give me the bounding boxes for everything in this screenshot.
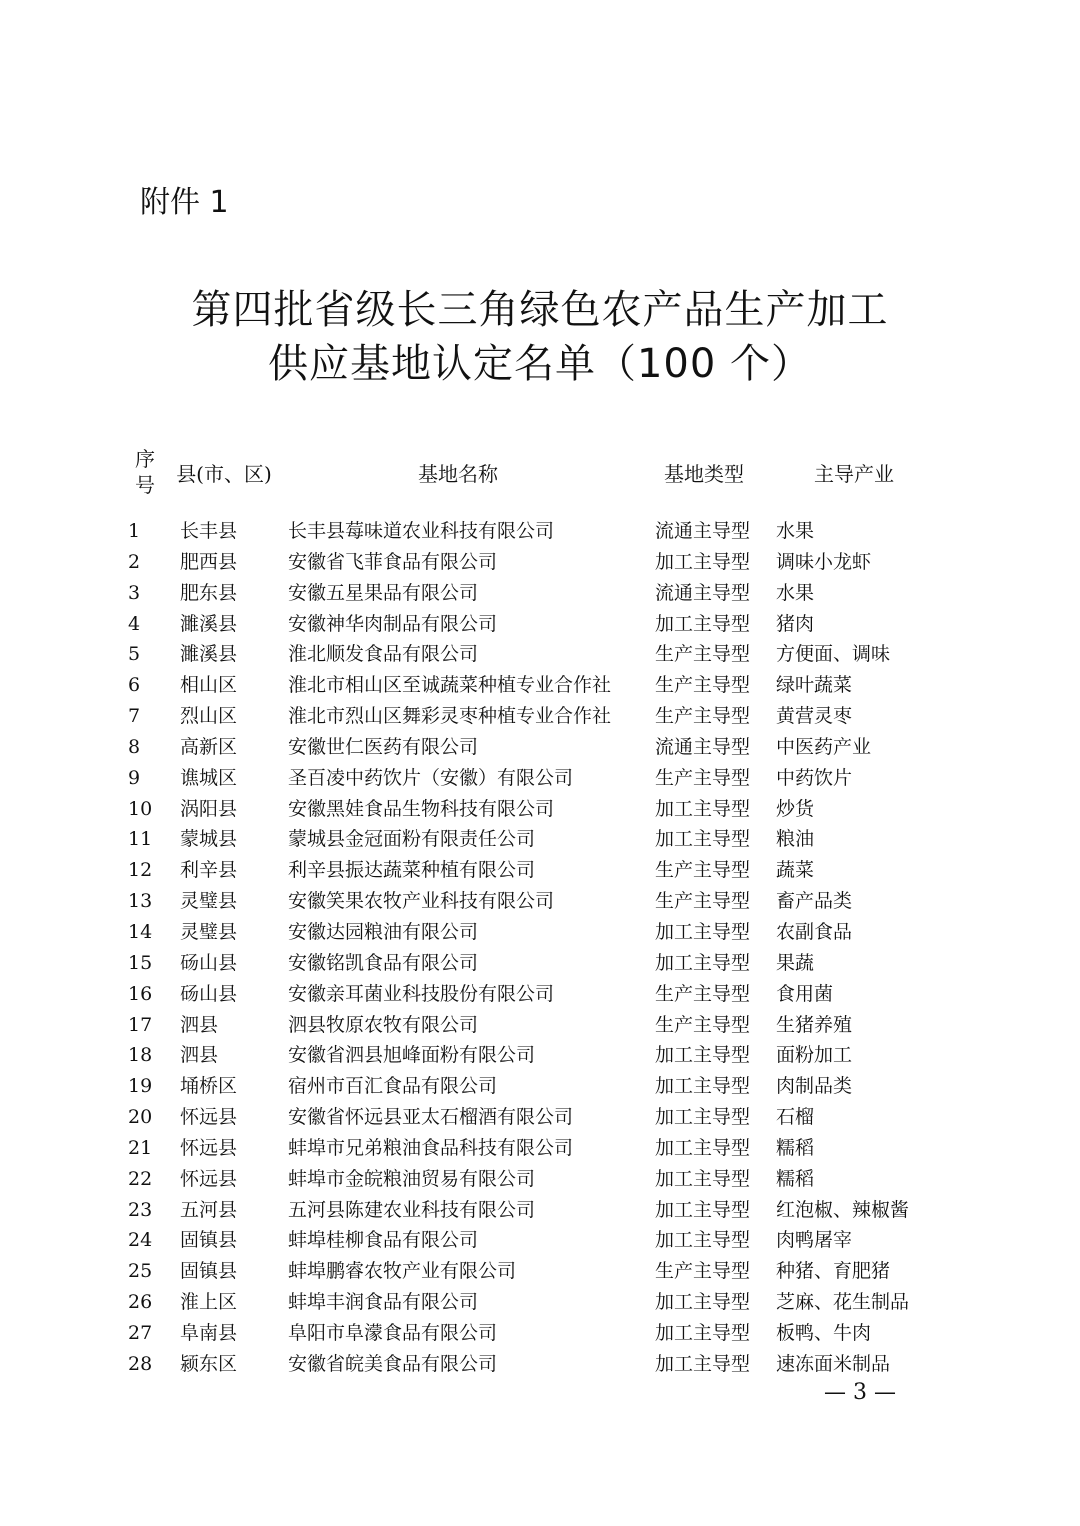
row-industry: 食用菌 [776,982,834,1005]
row-seq: 27 [128,1321,153,1344]
row-base-type: 加工主导型 [655,550,751,573]
row-county: 濉溪县 [180,612,238,635]
row-base-type: 生产主导型 [655,705,751,728]
row-industry: 中医药产业 [776,735,872,758]
row-industry: 方便面、调味 [776,643,891,666]
row-seq: 5 [128,643,141,666]
row-industry: 水果 [776,520,815,542]
row-industry: 速冻面米制品 [776,1352,891,1375]
row-base-type: 生产主导型 [655,766,751,789]
row-base-type: 加工主导型 [655,1198,751,1221]
row-base-type: 加工主导型 [655,951,751,974]
row-base-name: 淮北顺发食品有限公司 [288,643,479,666]
table-row [118,1318,948,1349]
table-row [118,1349,948,1380]
table-row [118,1010,948,1041]
table-row [118,1287,948,1318]
row-seq: 15 [128,951,153,974]
row-county: 埇桥区 [180,1075,238,1098]
row-base-type: 加工主导型 [655,1291,751,1314]
row-seq: 8 [128,735,141,758]
table-row [118,670,948,701]
row-base-name: 安徽五星果品有限公司 [288,581,479,604]
row-industry: 畜产品类 [776,890,853,913]
row-industry: 黄营灵枣 [776,705,853,728]
row-seq: 19 [128,1075,153,1098]
row-base-name: 安徽笑果农牧产业科技有限公司 [288,890,555,913]
row-base-name: 安徽黑娃食品生物科技有限公司 [288,797,555,820]
row-industry: 果蔬 [776,951,815,974]
row-base-type: 加工主导型 [655,1352,751,1375]
row-base-name: 泗县牧原农牧有限公司 [288,1013,479,1036]
row-seq: 26 [128,1291,153,1314]
row-county: 固镇县 [180,1229,238,1252]
row-seq: 14 [128,920,153,943]
row-base-type: 生产主导型 [655,982,751,1005]
row-county: 淮上区 [180,1291,238,1314]
row-county: 涡阳县 [180,797,238,820]
row-county: 泗县 [180,1044,219,1067]
row-county: 濉溪县 [180,643,238,666]
table-body [118,516,948,1380]
row-seq: 20 [128,1106,153,1129]
table-row [118,1040,948,1071]
row-base-type: 加工主导型 [655,1167,751,1190]
table-row [118,917,948,948]
page-number: — 3 — [824,1380,896,1405]
row-base-name: 蚌埠丰润食品有限公司 [288,1291,479,1314]
table-row [118,763,948,794]
row-base-name: 圣百凌中药饮片（安徽）有限公司 [288,766,574,789]
row-industry: 板鸭、牛肉 [776,1321,872,1344]
row-base-name: 安徽省怀远县亚太石榴酒有限公司 [288,1106,574,1129]
row-industry: 中药饮片 [776,766,853,789]
table-row [118,639,948,670]
row-county: 固镇县 [180,1260,238,1283]
table-row [118,1102,948,1133]
row-county: 砀山县 [180,951,238,974]
row-industry: 调味小龙虾 [776,550,872,573]
row-base-type: 生产主导型 [655,674,751,697]
row-industry: 糯稻 [776,1167,815,1190]
row-base-name: 蚌埠鹏睿农牧产业有限公司 [288,1260,517,1283]
row-seq: 1 [128,520,141,542]
row-industry: 绿叶蔬菜 [776,674,853,697]
row-seq: 25 [128,1260,153,1283]
row-base-name: 安徽省泗县旭峰面粉有限公司 [288,1044,536,1067]
header-county: 县(市、区) [176,461,272,486]
row-base-type: 流通主导型 [655,581,751,604]
row-seq: 11 [128,828,153,851]
table-row [118,1133,948,1164]
row-county: 灵璧县 [180,920,238,943]
document-title-line-2: 供应基地认定名单（100 个） [267,341,813,387]
table-row [118,1071,948,1102]
row-county: 相山区 [180,674,238,697]
row-industry: 肉鸭屠宰 [776,1229,853,1252]
table-row [118,732,948,763]
row-base-type: 生产主导型 [655,1013,751,1036]
row-base-type: 加工主导型 [655,920,751,943]
row-base-type: 生产主导型 [655,643,751,666]
row-base-name: 蚌埠市金皖粮油贸易有限公司 [288,1167,536,1190]
row-seq: 10 [128,797,153,820]
table-row [118,979,948,1010]
row-seq: 6 [128,674,141,697]
row-base-name: 淮北市相山区至诚蔬菜种植专业合作社 [288,674,612,697]
row-base-name: 长丰县莓味道农业科技有限公司 [288,520,555,542]
row-county: 利辛县 [180,859,238,882]
row-seq: 23 [128,1198,153,1221]
row-industry: 肉制品类 [776,1075,853,1098]
row-county: 砀山县 [180,982,238,1005]
base-list-table [118,442,948,1375]
row-base-name: 安徽铭凯食品有限公司 [288,951,479,974]
row-base-name: 蚌埠桂柳食品有限公司 [288,1229,479,1252]
row-seq: 22 [128,1167,153,1190]
row-county: 阜南县 [180,1321,238,1344]
row-base-type: 加工主导型 [655,1106,751,1129]
row-base-name: 宿州市百汇食品有限公司 [288,1075,498,1098]
row-industry: 炒货 [776,797,815,820]
header-base-type: 基地类型 [664,461,744,486]
row-county: 长丰县 [180,520,238,542]
row-base-type: 加工主导型 [655,1229,751,1252]
row-base-type: 加工主导型 [655,1321,751,1344]
table-row [118,824,948,855]
row-seq: 4 [128,612,141,635]
table-row [118,1256,948,1287]
row-county: 烈山区 [180,705,238,728]
row-seq: 21 [128,1136,153,1159]
table-row [118,547,948,578]
row-base-type: 流通主导型 [655,520,751,542]
row-industry: 种猪、育肥猪 [776,1260,891,1283]
table-row [118,516,948,547]
row-base-type: 加工主导型 [655,1044,751,1067]
row-seq: 9 [128,766,141,789]
row-base-type: 加工主导型 [655,1136,751,1159]
row-county: 谯城区 [180,766,238,789]
table-row [118,948,948,979]
row-base-name: 蒙城县金冠面粉有限责任公司 [288,828,536,851]
row-base-type: 生产主导型 [655,1260,751,1283]
table-row [118,609,948,640]
table-row [118,1195,948,1226]
row-county: 肥西县 [180,550,238,573]
row-base-type: 加工主导型 [655,1075,751,1098]
row-base-name: 五河县陈建农业科技有限公司 [288,1198,536,1221]
header-seq-bottom: 号 [135,473,155,497]
table-row [118,855,948,886]
row-industry: 粮油 [776,828,815,851]
row-seq: 16 [128,982,153,1005]
row-industry: 猪肉 [776,612,815,635]
row-base-type: 生产主导型 [655,890,751,913]
row-county: 高新区 [180,735,238,758]
row-base-type: 加工主导型 [655,828,751,851]
row-base-name: 阜阳市阜濛食品有限公司 [288,1321,498,1344]
row-industry: 糯稻 [776,1136,815,1159]
row-county: 怀远县 [180,1106,238,1129]
row-county: 泗县 [180,1013,219,1036]
row-county: 五河县 [180,1198,238,1221]
table-row [118,886,948,917]
row-county: 肥东县 [180,581,238,604]
row-seq: 13 [128,890,153,913]
table-row [118,578,948,609]
row-seq: 24 [128,1229,153,1252]
row-seq: 17 [128,1013,153,1036]
row-industry: 面粉加工 [776,1044,853,1067]
row-base-type: 加工主导型 [655,612,751,635]
row-base-name: 淮北市烈山区舞彩灵枣种植专业合作社 [288,705,612,728]
row-base-type: 生产主导型 [655,859,751,882]
row-industry: 芝麻、花生制品 [776,1291,910,1314]
row-industry: 石榴 [776,1106,815,1129]
row-seq: 12 [128,859,153,882]
row-base-name: 利辛县振达蔬菜种植有限公司 [288,859,536,882]
row-seq: 3 [128,581,141,604]
document-title-line-1: 第四批省级长三角绿色农产品生产加工 [191,287,889,333]
header-industry: 主导产业 [814,461,894,486]
row-seq: 18 [128,1044,153,1067]
table-row [118,794,948,825]
attachment-label: 附件 1 [140,185,229,220]
header-base-name: 基地名称 [418,461,498,486]
row-county: 颍东区 [180,1352,238,1375]
row-base-name: 安徽亲耳菌业科技股份有限公司 [288,982,555,1005]
row-base-type: 加工主导型 [655,797,751,820]
table-row [118,701,948,732]
row-seq: 7 [128,705,141,728]
row-industry: 红泡椒、辣椒酱 [776,1198,910,1221]
header-seq [126,442,164,502]
row-base-name: 安徽世仁医药有限公司 [288,735,479,758]
row-base-name: 安徽达园粮油有限公司 [288,920,479,943]
row-base-name: 安徽神华肉制品有限公司 [288,612,498,635]
row-industry: 生猪养殖 [776,1013,853,1036]
row-seq: 28 [128,1352,153,1375]
row-county: 灵璧县 [180,890,238,913]
table-row [118,1164,948,1195]
row-county: 蒙城县 [180,828,238,851]
row-base-name: 安徽省皖美食品有限公司 [288,1352,498,1375]
row-base-name: 蚌埠市兄弟粮油食品科技有限公司 [288,1136,574,1159]
row-industry: 农副食品 [776,920,853,943]
row-county: 怀远县 [180,1136,238,1159]
row-seq: 2 [128,550,141,573]
row-industry: 蔬菜 [776,859,815,882]
row-county: 怀远县 [180,1167,238,1190]
table-row [118,1225,948,1256]
header-seq-top: 序 [135,447,155,471]
row-base-type: 流通主导型 [655,735,751,758]
table-header-row [118,442,948,502]
row-industry: 水果 [776,581,815,604]
row-base-name: 安徽省飞菲食品有限公司 [288,550,498,573]
